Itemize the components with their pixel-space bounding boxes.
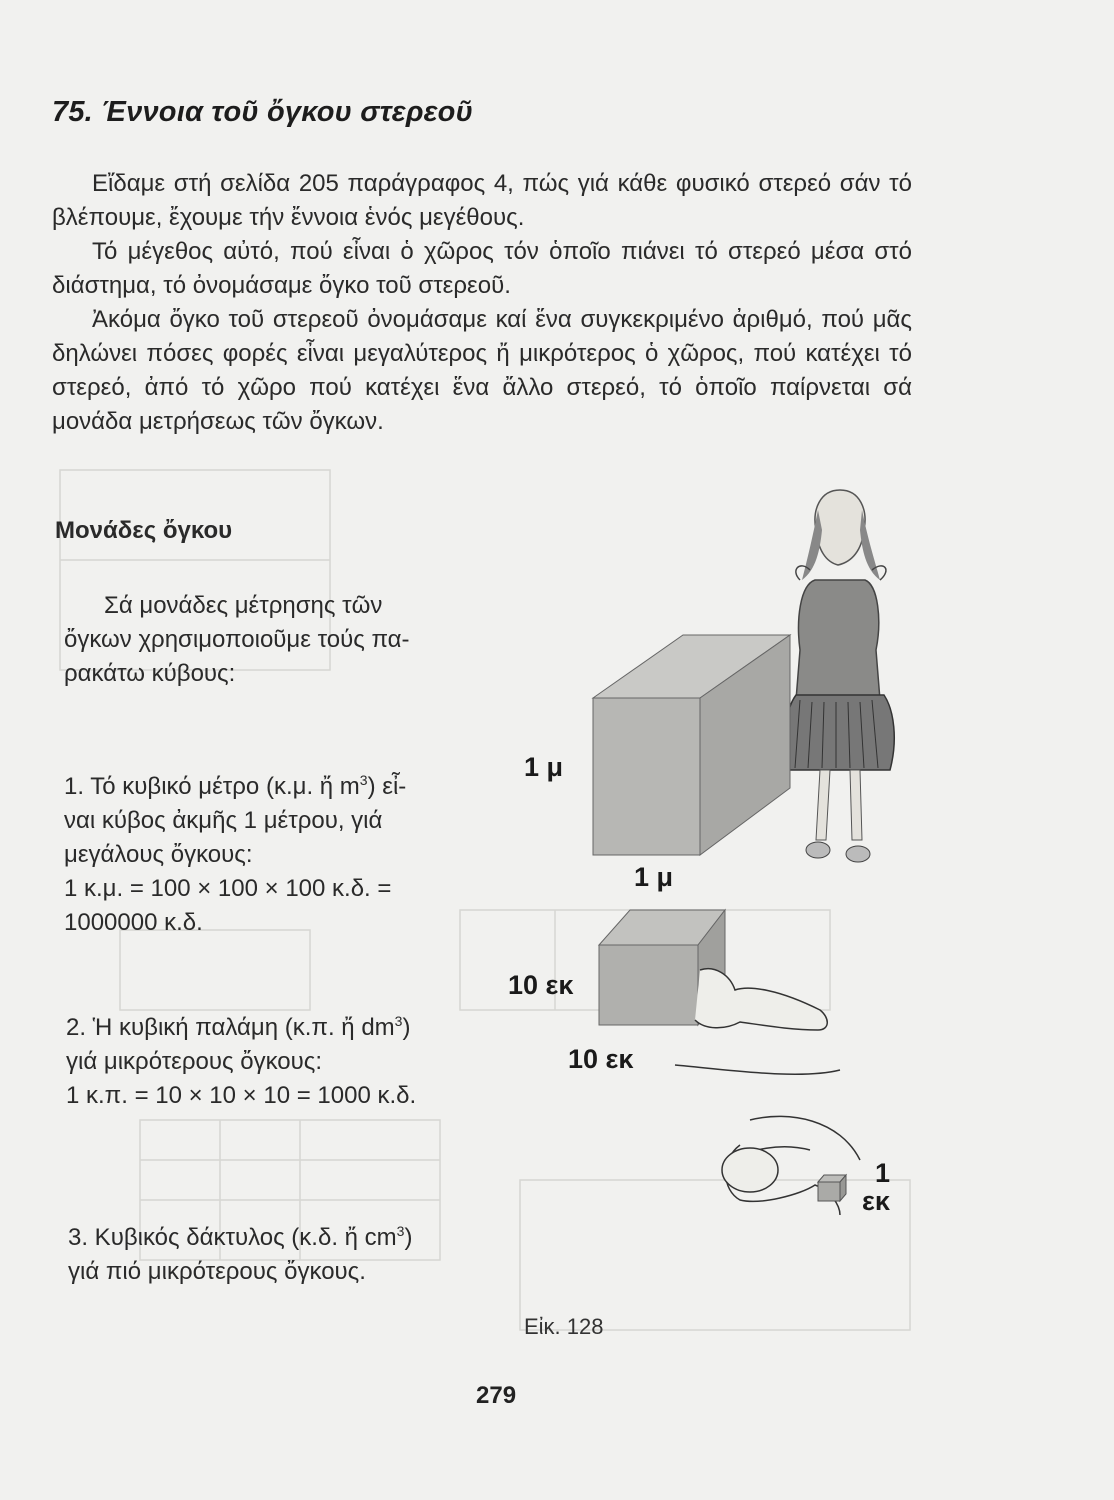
big-cube-bottom-label: 1 μ [634,862,674,892]
intro-paragraph-2: Τό μέγεθος αὐτό, πού εἶναι ὁ χῶρος τόν ὁποῖο πιάνει τό στερεό μέσα στό διάστημα, τό ὀνομάσαμε ὄγκο τοῦ στερεοῦ. [52,238,912,299]
units-intro-line-1: Σά μονάδες μέτρησης τῶν [104,592,383,619]
item1-line-1 [64,770,406,804]
item1-sup: 3 [359,772,368,788]
figure-caption: Εἰκ. 128 [524,1314,604,1339]
small-cube-unit-label: εκ [862,1186,890,1216]
units-intro-line-2: ὄγκων χρησιμοποιοῦμε τούς πα- [64,626,410,653]
figure-illustration [500,470,920,1230]
girl-illustration [785,490,894,862]
item1-text-a: 1. Τό κυβικό μέτρο (κ.μ. ἤ m [64,773,360,800]
page-number: 279 [476,1382,517,1409]
section-heading: Μονάδες ὄγκου [55,517,233,544]
item1-line-5: 1000000 κ.δ. [64,909,203,936]
item1-line-4: 1 κ.μ. = 100 × 100 × 100 κ.δ. = [64,875,392,902]
cubic-finger-cube [818,1175,846,1201]
cubic-meter-cube [593,635,790,855]
item2-line-1 [66,1011,416,1045]
mid-cube-side-label: 10 εκ [508,970,574,1000]
item1-line-3: μεγάλους ὄγκους: [64,841,253,868]
big-cube-side-label: 1 μ [524,752,564,782]
page-title: 75. Έννοια τοῦ ὄγκου στερεοῦ [52,96,473,128]
item3-text-a: 3. Κυβικός δάκτυλος (κ.δ. ἤ cm [68,1224,397,1251]
item-cubic-meter [64,770,406,940]
item3-line-2: γιά πιό μικρότερους ὄγκους. [68,1258,366,1285]
item-cubic-finger [68,1221,412,1289]
item2-line-2: γιά μικρότερους ὄγκους: [66,1048,322,1075]
item1-text-b: ) εἶ- [367,773,407,800]
units-intro-line-3: ρακάτω κύβους: [64,660,236,687]
item3-line-1 [68,1221,412,1255]
item1-line-2: ναι κύβος ἀκμῆς 1 μέτρου, γιά [64,807,383,834]
mid-cube-bottom-label: 10 εκ [568,1044,634,1074]
item2-line-3: 1 κ.π. = 10 × 10 × 10 = 1000 κ.δ. [66,1082,417,1109]
item2-text-b: ) [402,1014,411,1041]
item2-text-a: 2. Ἡ κυβική παλάμη (κ.π. ἤ dm [66,1014,395,1041]
small-cube-number-label: 1 [875,1158,891,1188]
item-cubic-palm [66,1011,416,1113]
item2-sup: 3 [394,1013,403,1029]
item3-sup: 3 [396,1223,405,1239]
intro-paragraph-1: Εἴδαμε στή σελίδα 205 παράγραφος 4, πώς γιά κάθε φυσικό στερεό σάν τό βλέπουμε, ἔχουμε τήν ἔννοια ἑνός μεγέθους. [52,170,912,231]
units-intro [64,589,410,691]
intro-text [52,167,912,439]
intro-paragraph-3: Ἀκόμα ὄγκο τοῦ στερεοῦ ὀνομάσαμε καί ἕνα συγκεκριμένο ἀριθμό, πού μᾶς δηλώνει πόσες φορές εἶναι μεγαλύτερος ἤ μικρότερος ὁ χῶρος, πού κατέχει τό στερεό, ἀπό τό χῶρο πού κατέχει ἕνα ἄλλο στερεό, τό ὁποῖο παίρνεται σά μονάδα μετρήσεως τῶν ὄγκων. [52,306,912,435]
item3-text-b: ) [404,1224,413,1251]
hand-illustration [695,969,827,1030]
